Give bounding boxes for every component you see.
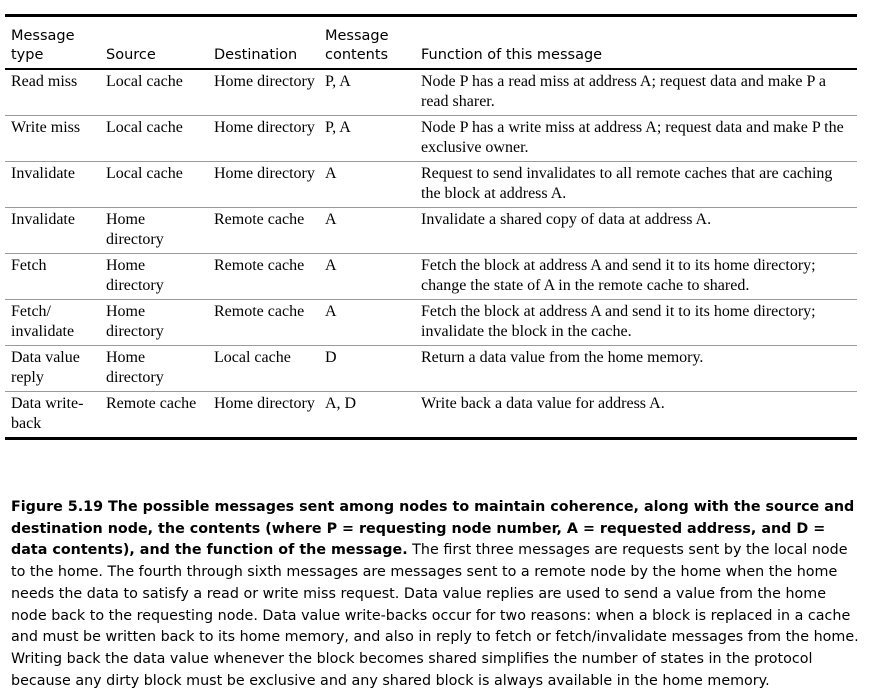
table-row <box>5 69 857 116</box>
cell-destination: Remote cache <box>208 254 319 300</box>
cell-type: Data write- back <box>5 392 100 439</box>
cell-destination: Home directory <box>208 162 319 208</box>
header-message-type: Message type <box>11 28 75 63</box>
cell-contents: P, A <box>319 116 415 162</box>
cell-destination: Home directory <box>208 116 319 162</box>
cell-type: Fetch <box>5 254 100 300</box>
header-destination: Destination <box>214 47 298 63</box>
cell-destination: Remote cache <box>208 208 319 254</box>
cell-destination: Home directory <box>208 69 319 116</box>
cell-function: Fetch the block at address A and send it to its home directory; change the state of A in the remote cache to shared. <box>415 254 857 300</box>
cell-type: Invalidate <box>5 162 100 208</box>
cell-contents: A <box>319 208 415 254</box>
cell-function: Invalidate a shared copy of data at address A. <box>415 208 857 254</box>
caption-lead: Figure 5.19 The possible messages sent among nodes to maintain coherence, along with the source and destination node, the contents (where P = requesting node number, A = requested address, and D = data contents), and the function of the message. <box>11 499 855 559</box>
cell-source: Home directory <box>100 254 208 300</box>
table-row <box>5 346 857 392</box>
cell-type: Data value reply <box>5 346 100 392</box>
cell-source: Local cache <box>100 116 208 162</box>
cell-function: Return a data value from the home memory. <box>415 346 857 392</box>
cell-source: Local cache <box>100 162 208 208</box>
coherence-messages-table <box>5 14 857 440</box>
cell-function: Write back a data value for address A. <box>415 392 857 439</box>
cell-contents: A, D <box>319 392 415 439</box>
figure-caption <box>11 497 859 692</box>
table-row <box>5 254 857 300</box>
cell-destination: Home directory <box>208 392 319 439</box>
cell-function: Request to send invalidates to all remote caches that are caching the block at address A. <box>415 162 857 208</box>
header-message-contents: Message contents <box>325 28 389 63</box>
cell-type: Fetch/ invalidate <box>5 300 100 346</box>
cell-contents: A <box>319 300 415 346</box>
caption-body: The first three messages are requests sent by the local node to the home. The fourth through sixth messages are messages sent to a remote node by the home when the home needs the data to satisfy a read or write miss request. Data value replies are used to send a value from the home node back to the requesting node. Data value write-backs occur for two reasons: when a block is replaced in a cache and must be written back to its home memory, and also in reply to fetch or fetch/invalidate messages from the home. Writing back the data value whenever the block becomes shared simplifies the number of states in the protocol because any dirty block must be exclusive and any shared block is always available in the home memory. <box>11 542 859 689</box>
cell-function: Node P has a read miss at address A; request data and make P a read sharer. <box>415 69 857 116</box>
header-function: Function of this message <box>421 47 603 63</box>
message-table-container <box>5 14 857 440</box>
cell-contents: P, A <box>319 69 415 116</box>
table-row <box>5 116 857 162</box>
cell-type: Invalidate <box>5 208 100 254</box>
table-header-row <box>5 16 857 70</box>
cell-type: Write miss <box>5 116 100 162</box>
cell-destination: Local cache <box>208 346 319 392</box>
cell-source: Home directory <box>100 346 208 392</box>
cell-source: Remote cache <box>100 392 208 439</box>
cell-function: Fetch the block at address A and send it to its home directory; invalidate the block in the cache. <box>415 300 857 346</box>
header-source: Source <box>106 47 156 63</box>
cell-source: Home directory <box>100 300 208 346</box>
table-row <box>5 208 857 254</box>
cell-source: Home directory <box>100 208 208 254</box>
cell-contents: D <box>319 346 415 392</box>
table-row <box>5 162 857 208</box>
cell-destination: Remote cache <box>208 300 319 346</box>
cell-type: Read miss <box>5 69 100 116</box>
table-row <box>5 300 857 346</box>
cell-source: Local cache <box>100 69 208 116</box>
cell-contents: A <box>319 162 415 208</box>
cell-contents: A <box>319 254 415 300</box>
table-row <box>5 392 857 439</box>
cell-function: Node P has a write miss at address A; request data and make P the exclusive owner. <box>415 116 857 162</box>
